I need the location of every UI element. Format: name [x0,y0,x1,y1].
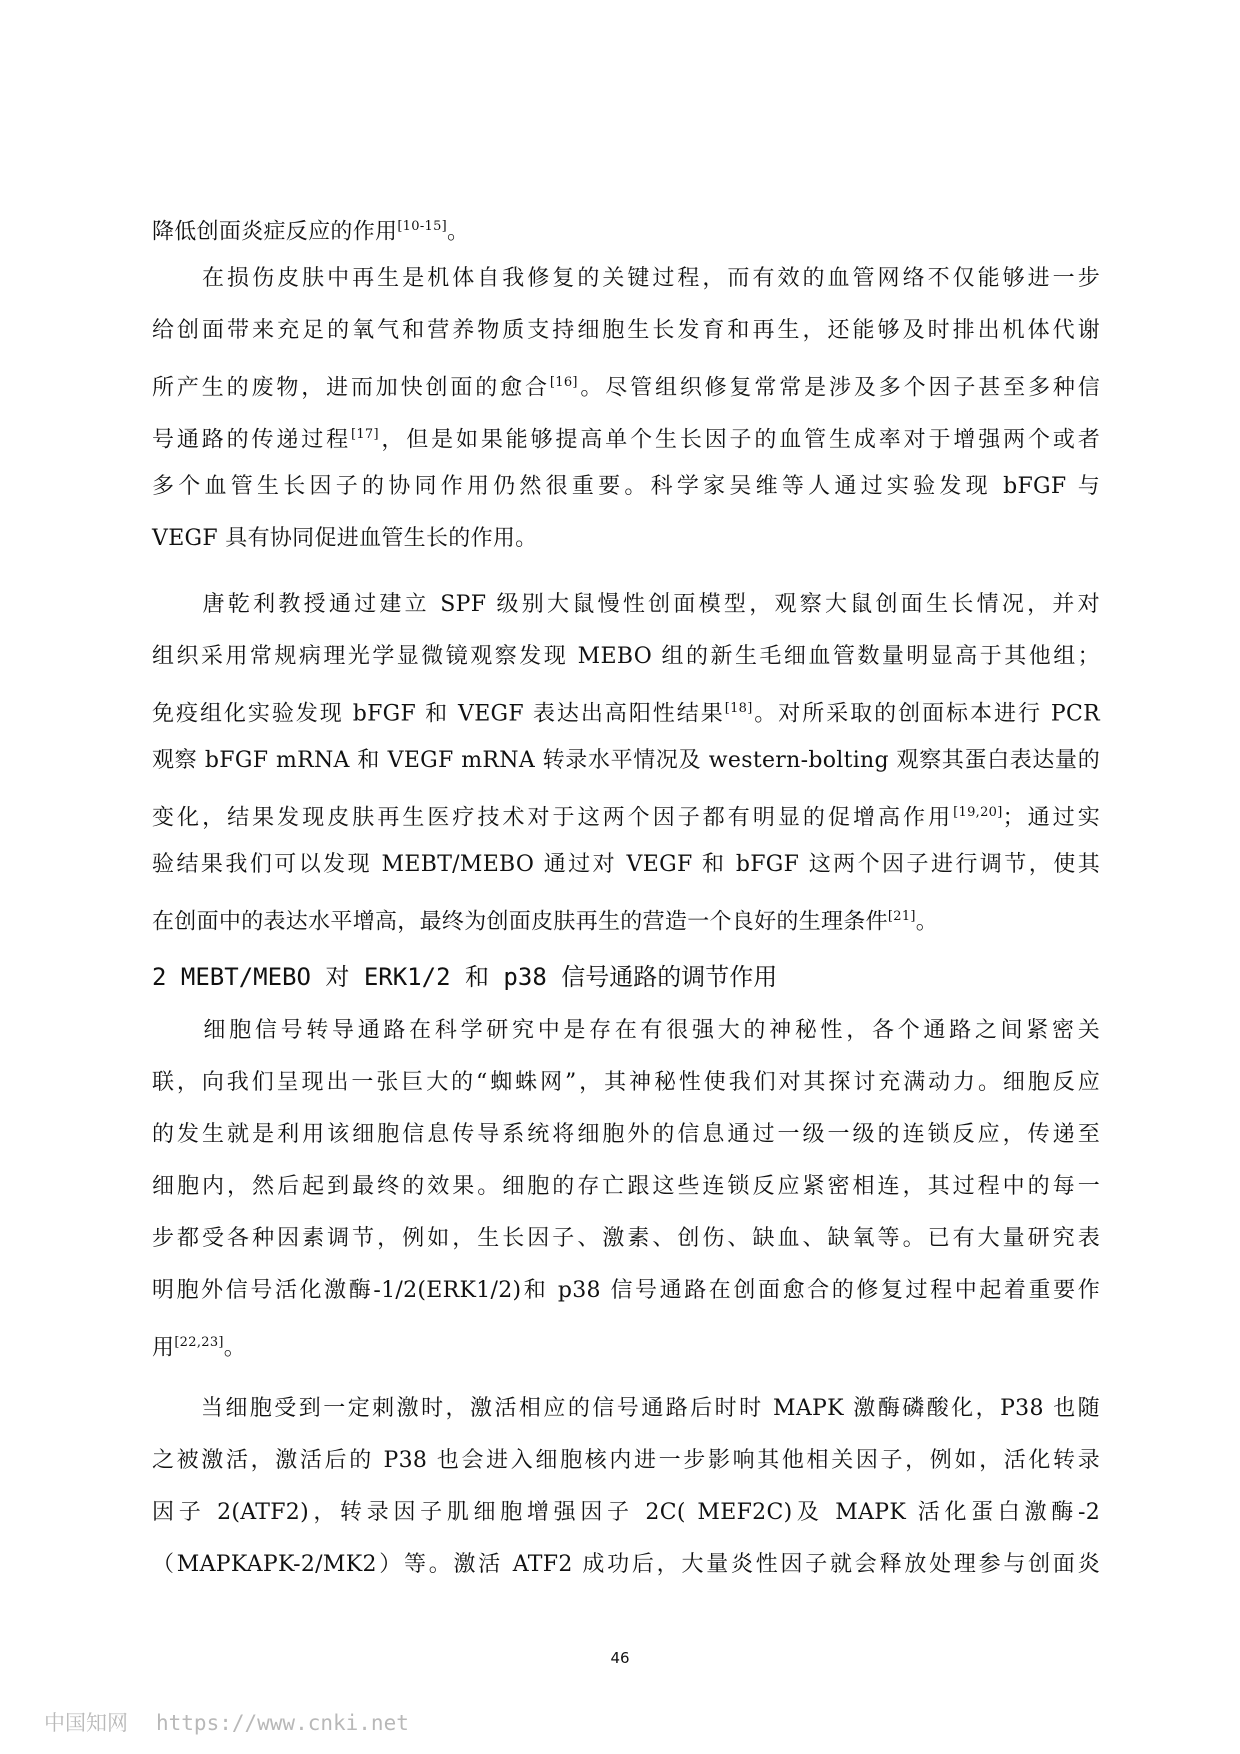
citation-marker: [19,20] [953,805,1003,820]
text-line: 号通路的传递过程[17]，但是如果能够提高单个生长因子的血管生成率对于增强两个或者 [152,427,1101,453]
citation-marker: [16] [549,375,578,390]
text-line: 的发生就是利用该细胞信息传导系统将细胞外的信息通过一级一级的连锁反应，传递至 [152,1122,1100,1147]
text-line: 所产生的废物，进而加快创面的愈合[16]。尽管组织修复常常是涉及多个因子甚至多种信 [152,375,1100,401]
text-line: 在损伤皮肤中再生是机体自我修复的关键过程，而有效的血管网络不仅能够进一步 [152,266,1100,291]
text-line: 免疫组化实验发现 bFGF 和 VEGF 表达出高阳性结果[18]。对所采取的创面标本进行 PCR [152,701,1100,727]
citation-marker: [18] [724,701,753,716]
text-line: 用[22,23]。 [152,1335,247,1361]
text-line: 唐乾利教授通过建立 SPF 级别大鼠慢性创面模型，观察大鼠创面生长情况，并对 [152,592,1100,617]
text-line: 在创面中的表达水平增高，最终为创面皮肤再生的营造一个良好的生理条件[21]。 [152,909,939,935]
text-line: （MAPKAPK-2/MK2）等。激活 ATF2 成功后，大量炎性因子就会释放处理参与创面炎 [152,1552,1100,1577]
text-line: 多个血管生长因子的协同作用仍然很重要。科学家吴维等人通过实验发现 bFGF 与 [152,474,1100,499]
text-line: 当细胞受到一定刺激时，激活相应的信号通路后时时 MAPK 激酶磷酸化，P38 也随 [152,1396,1100,1421]
text-line: 联，向我们呈现出一张巨大的“蜘蛛网”，其神秘性使我们对其探讨充满动力。细胞反应 [152,1070,1100,1095]
text-line: 变化，结果发现皮肤再生医疗技术对于这两个因子都有明显的促增高作用[19,20]；通过实 [152,805,1100,831]
watermark-url: https://www.cnki.net [156,1711,409,1735]
text-line: 明胞外信号活化激酶-1/2(ERK1/2)和 p38 信号通路在创面愈合的修复过程中起着重要作 [152,1278,1100,1303]
watermark [44,1707,409,1737]
citation-marker: [10-15] [397,219,448,234]
citation-marker: [21] [887,909,916,924]
text-line: 观察 bFGF mRNA 和 VEGF mRNA 转录水平情况及 western-bolting 观察其蛋白表达量的 [152,748,1100,773]
text-line: 细胞内，然后起到最终的效果。细胞的存亡跟这些连锁反应紧密相连，其过程中的每一 [152,1174,1100,1199]
text-line: 验结果我们可以发现 MEBT/MEBO 通过对 VEGF 和 bFGF 这两个因子进行调节，使其 [152,852,1100,877]
text-line: 细胞信号转导通路在科学研究中是存在有很强大的神秘性，各个通路之间紧密关 [152,1018,1100,1043]
page-number: 46 [610,1649,630,1667]
section-heading: 2 MEBT/MEBO 对 ERK1/2 和 p38 信号通路的调节作用 [152,963,778,991]
text-line: 因子 2(ATF2)，转录因子肌细胞增强因子 2C( MEF2C)及 MAPK 活化蛋白激酶-2 [152,1500,1100,1525]
text-line: 降低创面炎症反应的作用[10-15]。 [152,219,470,245]
text-line: VEGF 具有协同促进血管生长的作用。 [152,526,538,551]
text-line: 组织采用常规病理光学显微镜观察发现 MEBO 组的新生毛细血管数量明显高于其他组； [152,644,1100,669]
citation-marker: [22,23] [174,1335,224,1350]
text-line: 步都受各种因素调节，例如，生长因子、激素、创伤、缺血、缺氧等。已有大量研究表 [152,1226,1100,1251]
citation-marker: [17] [350,427,379,442]
text-line: 之被激活，激活后的 P38 也会进入细胞核内进一步影响其他相关因子，例如，活化转录 [152,1448,1100,1473]
text-line: 给创面带来充足的氧气和营养物质支持细胞生长发育和再生，还能够及时排出机体代谢 [152,318,1100,343]
watermark-site: 中国知网 [44,1711,128,1735]
